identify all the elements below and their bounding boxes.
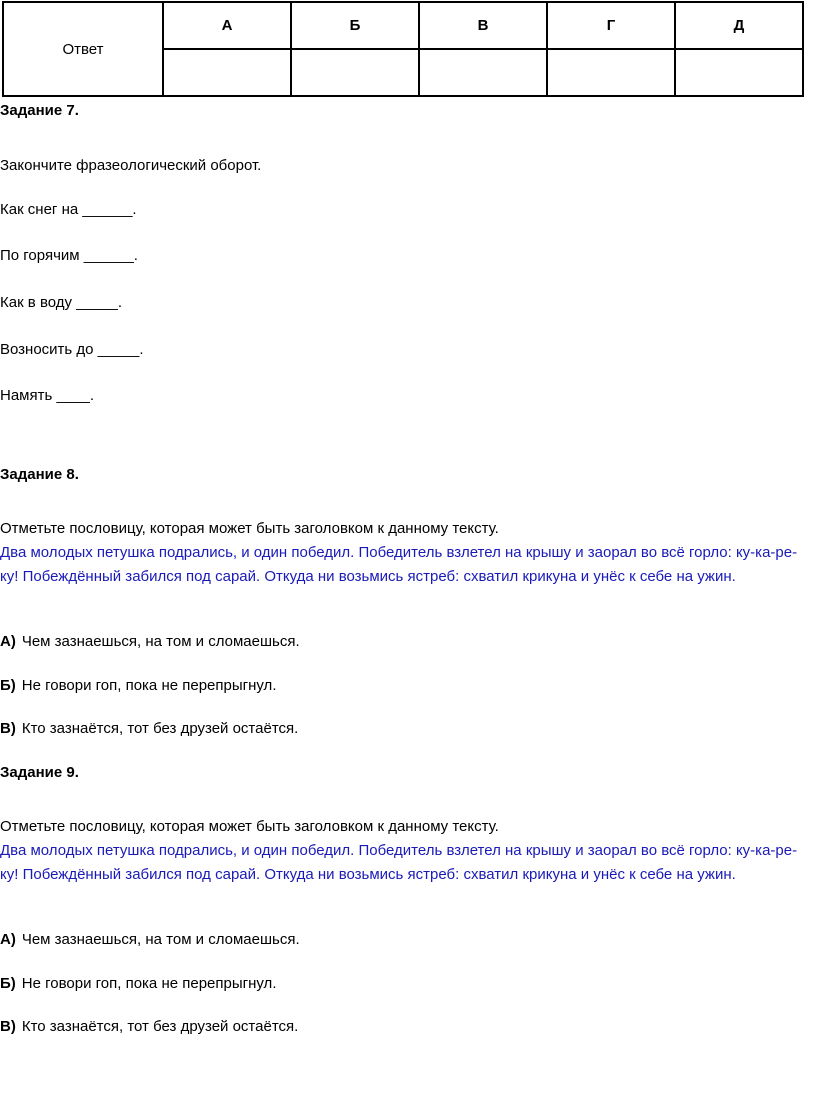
answer-column-d: Д bbox=[675, 2, 803, 49]
task9-option-a-text: Чем зазнаешься, на том и сломаешься. bbox=[21, 931, 300, 948]
task8-option-v-letter: В) bbox=[0, 720, 16, 737]
task9-option-v-text: Кто зазнаётся, тот без друзей остаётся. bbox=[21, 1018, 299, 1035]
task9-option-b-text: Не говори гоп, пока не перепрыгнул. bbox=[21, 975, 277, 992]
task9-option-b[interactable] bbox=[0, 975, 276, 992]
task7-title: Задание 7. bbox=[0, 102, 79, 119]
task7-item-5: Намять ____. bbox=[0, 387, 94, 404]
task9-text: Два молодых петушка подрались, и один победил. Победитель взлетел на крышу и заорал во всё горло: ку-ка-ре-ку! Побеждённый забился под сарай. Откуда ни возьмись ястреб: схватил крикуна и унёс к себе на ужин. bbox=[0, 842, 798, 883]
answer-label: Ответ bbox=[3, 2, 163, 96]
answer-cell-d[interactable] bbox=[675, 49, 803, 96]
task8-title: Задание 8. bbox=[0, 466, 79, 483]
task8-option-a-text: Чем зазнаешься, на том и сломаешься. bbox=[21, 633, 300, 650]
task8-option-b-text: Не говори гоп, пока не перепрыгнул. bbox=[21, 677, 277, 694]
task9-title: Задание 9. bbox=[0, 764, 79, 781]
task9-option-a[interactable] bbox=[0, 931, 300, 948]
task8-option-a[interactable] bbox=[0, 633, 300, 650]
task9-option-a-letter: А) bbox=[0, 931, 16, 948]
task7-item-4: Возносить до _____. bbox=[0, 341, 144, 358]
task8-option-a-letter: А) bbox=[0, 633, 16, 650]
task8-option-v-text: Кто зазнаётся, тот без друзей остаётся. bbox=[21, 720, 299, 737]
answer-cell-b[interactable] bbox=[291, 49, 419, 96]
task7-item-1: Как снег на ______. bbox=[0, 201, 137, 218]
task9-option-b-letter: Б) bbox=[0, 975, 16, 992]
task8-text: Два молодых петушка подрались, и один победил. Победитель взлетел на крышу и заорал во всё горло: ку-ка-ре-ку! Побеждённый забился под сарай. Откуда ни возьмись ястреб: схватил крикуна и унёс к себе на ужин. bbox=[0, 544, 798, 585]
task8-option-v[interactable] bbox=[0, 720, 298, 737]
answer-column-v: В bbox=[419, 2, 547, 49]
answer-column-a: А bbox=[163, 2, 291, 49]
task7-instruction: Закончите фразеологический оборот. bbox=[0, 157, 262, 174]
answer-cell-v[interactable] bbox=[419, 49, 547, 96]
answer-column-b: Б bbox=[291, 2, 419, 49]
task9-instruction: Отметьте пословицу, которая может быть заголовком к данному тексту. bbox=[0, 818, 499, 835]
task9-option-v-letter: В) bbox=[0, 1018, 16, 1035]
task7-item-2: По горячим ______. bbox=[0, 247, 138, 264]
answer-cell-a[interactable] bbox=[163, 49, 291, 96]
task8-option-b[interactable] bbox=[0, 677, 276, 694]
answer-table bbox=[2, 1, 804, 97]
answer-column-g: Г bbox=[547, 2, 675, 49]
task8-option-b-letter: Б) bbox=[0, 677, 16, 694]
task7-item-3: Как в воду _____. bbox=[0, 294, 123, 311]
task9-option-v[interactable] bbox=[0, 1018, 298, 1035]
task8-instruction: Отметьте пословицу, которая может быть заголовком к данному тексту. bbox=[0, 520, 499, 537]
answer-cell-g[interactable] bbox=[547, 49, 675, 96]
answer-table-header-row bbox=[3, 2, 803, 49]
